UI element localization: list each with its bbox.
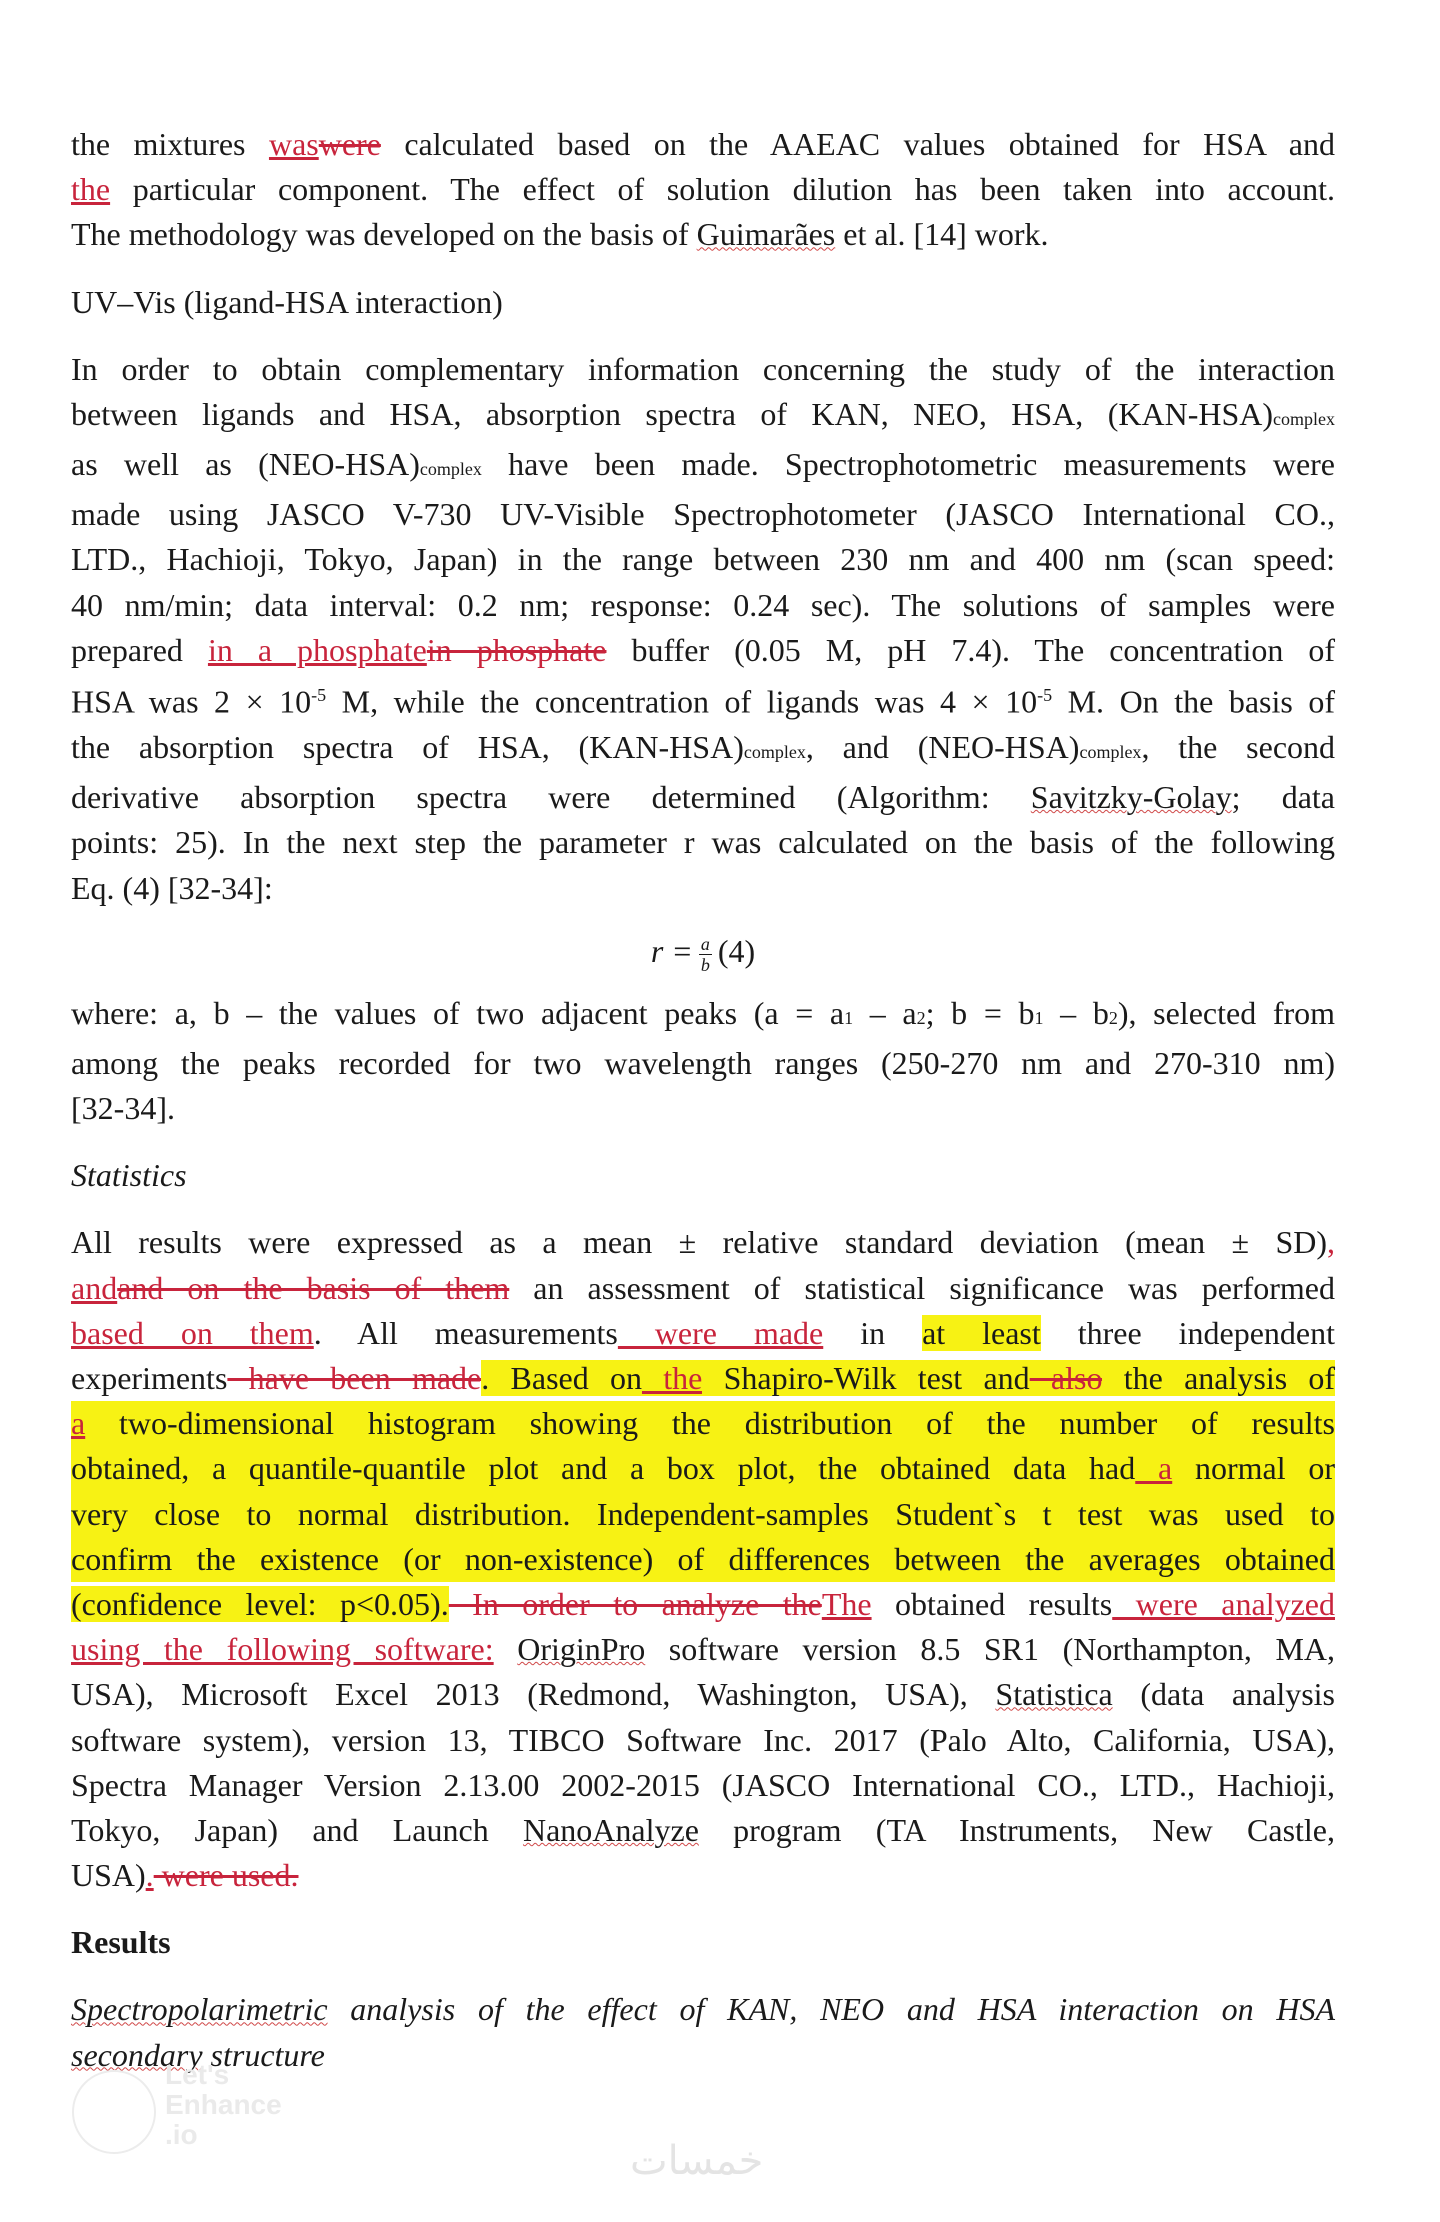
text: M, while the concentration of ligands was 4 × 10 (326, 683, 1038, 720)
line (71, 442, 1335, 492)
line (71, 1446, 1335, 1491)
paragraph-mixtures (71, 122, 1335, 258)
spellcheck-word: Spectropolarimetric (71, 1991, 328, 2028)
deleted-text: in phosphate (426, 631, 607, 668)
line (71, 1808, 1335, 1853)
line (71, 1853, 1335, 1898)
numerator: a (700, 933, 710, 954)
text: HSA was 2 × 10 (71, 683, 312, 720)
text: derivative absorption spectra were determined (Algorithm: (71, 779, 1031, 816)
text: the mixtures (71, 126, 269, 162)
subscript: 1 (1034, 1007, 1044, 1028)
text: USA), Microsoft Excel 2013 (Redmond, Washington, USA), (71, 1676, 996, 1713)
text: experiments (71, 1359, 228, 1396)
text: program (TA Instruments, New Castle, (698, 1811, 1336, 1848)
document-page (71, 122, 1335, 2078)
text: prepared (71, 631, 208, 668)
watermark-logo-icon (72, 2070, 156, 2154)
line: among the peaks recorded for two wavelength ranges (250-270 nm and 270-310 nm) (71, 1044, 1335, 1081)
text: All results were expressed as a mean ± relative standard deviation (mean ± SD) (71, 1224, 1327, 1261)
line (71, 1220, 1335, 1265)
text: analysis of the effect of KAN, NEO and HSA interaction on HSA (327, 1991, 1335, 2028)
paragraph-statistics (71, 1220, 1335, 1898)
inserted-text: was (268, 126, 319, 162)
line: made using JASCO V-730 UV-Visible Spectrophotometer (JASCO International CO., (71, 496, 1335, 533)
text: three independent (1040, 1314, 1336, 1351)
highlighted-text: Shapiro-Wilk test and (702, 1359, 1030, 1396)
inserted-text: The (821, 1585, 872, 1622)
watermark-line: Let's (165, 2059, 230, 2090)
subscript: complex (1079, 741, 1142, 762)
line: 40 nm/min; data interval: 0.2 nm; response: 0.24 sec). The solutions of samples were (71, 586, 1335, 623)
text: ; data (1231, 779, 1336, 816)
line: confirm the existence (or non-existence) of differences between the averages obtained (71, 1537, 1335, 1582)
line (71, 673, 1335, 725)
highlighted-text: (confidence level: p<0.05). (71, 1585, 449, 1622)
equation-number: (4) (717, 932, 756, 969)
text: as well as (NEO-HSA) (71, 446, 420, 483)
deleted-text: and on the basis of them (117, 1269, 510, 1306)
inserted-text: the (71, 171, 111, 208)
text: where: a, b – the values of two adjacent peaks (a = a (71, 994, 845, 1031)
fraction (699, 934, 712, 975)
subscript: complex (419, 459, 482, 480)
spellcheck-word: OriginPro (517, 1631, 646, 1668)
text: particular component. The effect of solution dilution has been taken into account. (110, 171, 1335, 208)
spellcheck-word: Statistica (995, 1676, 1113, 1713)
heading-results: Results (71, 1924, 171, 1961)
superscript: -5 (311, 685, 327, 706)
subscript: complex (743, 741, 806, 762)
paragraph-uv-vis (71, 347, 1335, 911)
highlighted-text: the analysis of (1102, 1359, 1336, 1396)
text: USA) (71, 1857, 146, 1894)
line (71, 1266, 1335, 1311)
text: Tokyo, Japan) and Launch (71, 1811, 523, 1848)
line (71, 1311, 1335, 1356)
text: two-dimensional histogram showing the distribution of the number of results (85, 1405, 1335, 1442)
inserted-text: the (641, 1359, 703, 1396)
line (71, 167, 1335, 212)
text: the absorption spectra of HSA, (KAN-HSA) (71, 728, 744, 765)
line: very close to normal distribution. Independent-samples Student`s t test was used to (71, 1492, 1335, 1537)
line (71, 1356, 1335, 1401)
text: et al. [14] work. (835, 216, 1049, 253)
watermark-line: .io (165, 2119, 198, 2150)
text: between ligands and HSA, absorption spectra of KAN, NEO, HSA, (KAN-HSA) (71, 395, 1274, 432)
inserted-text: and (71, 1269, 118, 1306)
line: Spectra Manager Version 2.13.00 2002-2015 (JASCO International CO., LTD., Hachioji, (71, 1766, 1335, 1803)
line (71, 628, 1335, 673)
text: (data analysis (1112, 1676, 1336, 1713)
subscript: complex (1273, 408, 1335, 429)
line (71, 122, 1335, 167)
superscript: -5 (1037, 685, 1053, 706)
line: Eq. (4) [32-34]: (71, 869, 273, 906)
text: ), selected from (1117, 994, 1336, 1031)
inserted-text: based on them (71, 1314, 314, 1351)
text: have been made. Spectrophotometric measurements were (481, 446, 1335, 483)
spellcheck-word: Guimarães (696, 216, 836, 253)
deleted-text: were used. (153, 1857, 299, 1894)
text: – b (1043, 994, 1109, 1031)
highlighted-text: . Based on (481, 1359, 642, 1396)
text: M. On the basis of (1052, 683, 1336, 720)
text: software version 8.5 SR1 (Northampton, MA, (645, 1631, 1336, 1668)
text: calculated based on the AAEAC values obtained for HSA and (380, 126, 1336, 162)
line (71, 1987, 1335, 2032)
paragraph-where (71, 991, 1335, 1132)
text: – a (853, 994, 917, 1031)
deleted-text: were (318, 126, 381, 162)
line: [32-34]. (71, 1090, 175, 1127)
line: LTD., Hachioji, Tokyo, Japan) in the range between 230 nm and 400 nm (scan speed: (71, 541, 1335, 578)
highlighted-text: at least (922, 1314, 1041, 1351)
inserted-text: a (71, 1405, 86, 1442)
text (494, 1631, 518, 1667)
text: obtained, a quantile-quantile plot and a box plot, the obtained data had (71, 1450, 1136, 1487)
deleted-text: In order to analyze the (448, 1585, 822, 1622)
subscript: 2 (1108, 1007, 1118, 1028)
line: In order to obtain complementary information concerning the study of the interaction (71, 350, 1335, 387)
text: obtained results (871, 1585, 1113, 1622)
deleted-text: also (1029, 1359, 1103, 1396)
spellcheck-word: Savitzky-Golay (1030, 779, 1232, 816)
inserted-text: a (1135, 1450, 1173, 1487)
inserted-text: using the following software: (71, 1631, 494, 1668)
text: an assessment of statistical significance was performed (509, 1269, 1336, 1306)
inserted-text: in a phosphate (207, 631, 427, 668)
heading-uv-vis: UV–Vis (ligand-HSA interaction) (71, 283, 503, 320)
text: . All measurements (313, 1314, 618, 1351)
text: , the second (1141, 728, 1336, 765)
equation-4 (71, 919, 1335, 983)
subscript: 1 (844, 1007, 854, 1028)
line (71, 725, 1335, 775)
text: buffer (0.05 M, pH 7.4). The concentration of (606, 631, 1336, 668)
watermark-line: Enhance (165, 2089, 282, 2120)
line (71, 1627, 1335, 1672)
subscript: 2 (916, 1007, 926, 1028)
inserted-text: , (1327, 1224, 1335, 1261)
line (71, 212, 1335, 257)
text: normal or (1172, 1450, 1336, 1487)
watermark-text (165, 2060, 282, 2150)
line (71, 991, 1335, 1041)
inserted-text: . (145, 1857, 154, 1894)
line: points: 25). In the next step the parameter r was calculated on the basis of the following (71, 824, 1335, 861)
watermark-arabic: خمسات (630, 2138, 764, 2184)
line (71, 1401, 1335, 1446)
spellcheck-word: NanoAnalyze (522, 1811, 699, 1848)
line (71, 392, 1335, 442)
text: structure (202, 2036, 325, 2073)
line: software system), version 13, TIBCO Software Inc. 2017 (Palo Alto, California, USA), (71, 1721, 1335, 1758)
deleted-text: have been made (227, 1359, 482, 1396)
inserted-text: were made (617, 1314, 824, 1351)
heading-statistics: Statistics (71, 1157, 187, 1194)
line (71, 775, 1335, 820)
text: The methodology was developed on the basis of (71, 216, 697, 253)
inserted-text: were analyzed (1112, 1585, 1335, 1622)
denominator: b (700, 954, 710, 975)
spellcheck-word: secondary (71, 2036, 203, 2073)
line (71, 1672, 1335, 1717)
line (71, 1582, 1335, 1627)
equation-lhs: r = (650, 932, 693, 969)
text: , and (NEO-HSA) (805, 728, 1080, 765)
text: in (823, 1314, 923, 1351)
text: ; b = b (925, 994, 1035, 1031)
